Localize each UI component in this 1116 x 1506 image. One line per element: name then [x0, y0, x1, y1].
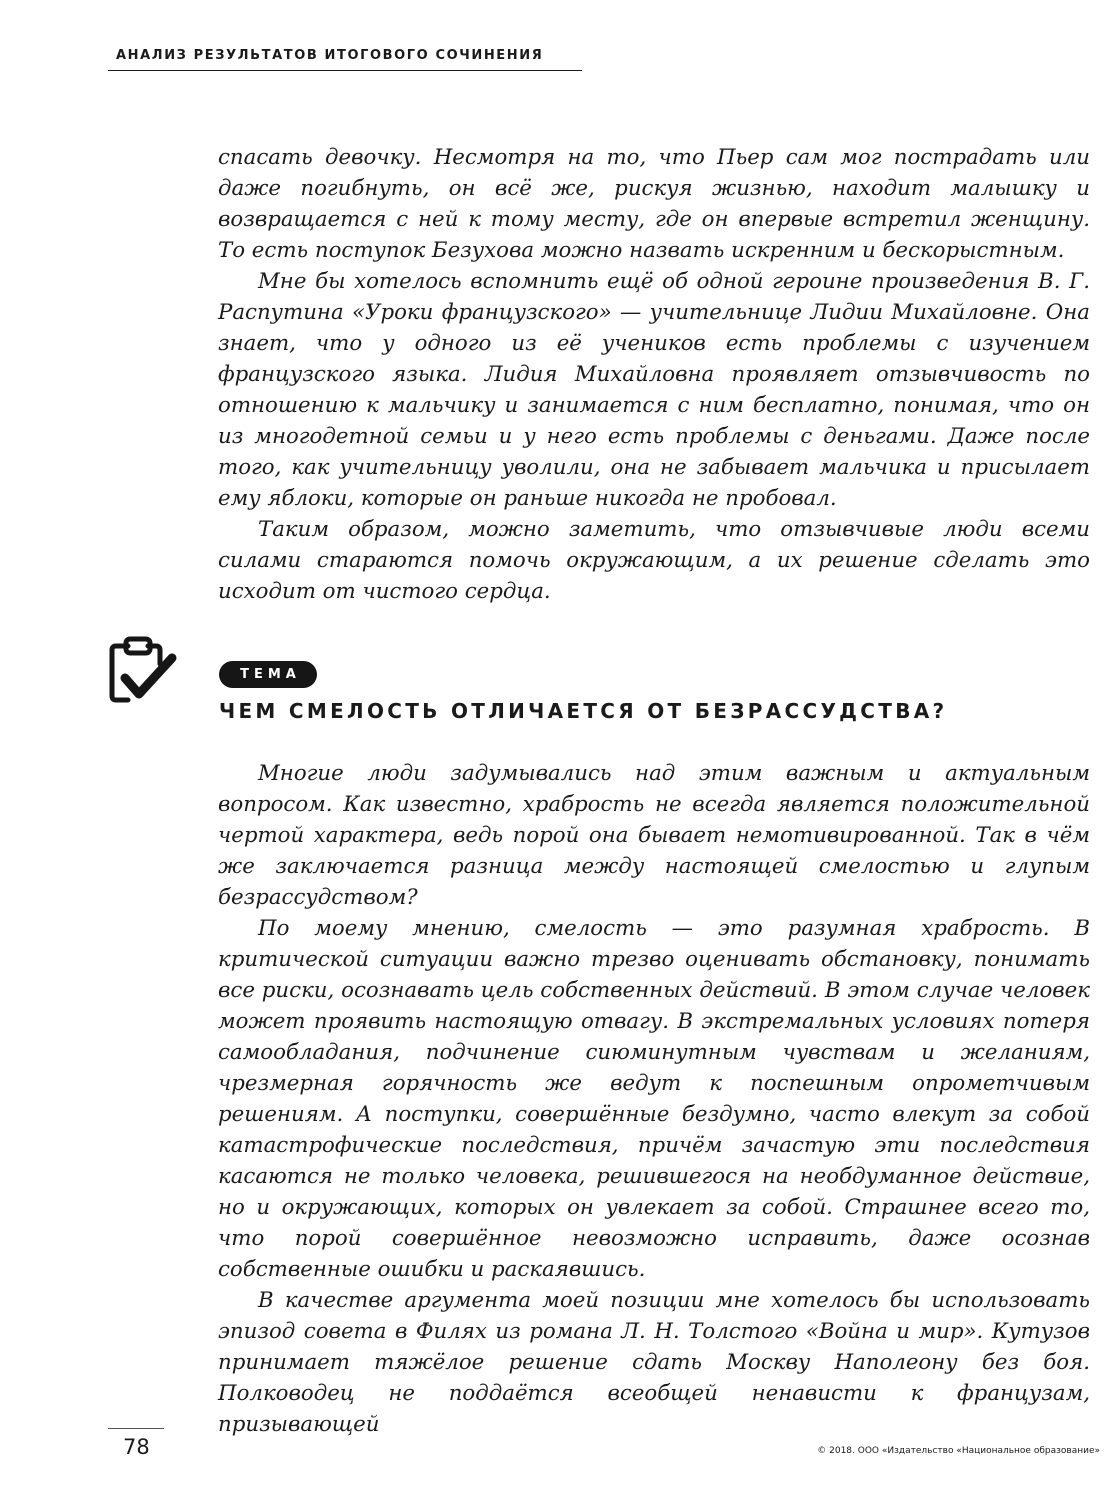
footer-divider [108, 1428, 164, 1429]
topic-badge: ТЕМА [219, 661, 317, 688]
paragraph: Многие люди задумывались над этим важным и актуальным вопросом. Как известно, храбрость не всегда является положительной чертой характера, ведь порой она бывает немотивированной. Так в чём же заключается разница между настоящей смелостью и глупым безрассудством? [218, 761, 1090, 910]
copyright-notice: © 2018. ООО «Издательство «Национальное образование» [817, 1446, 1100, 1456]
header-divider [108, 70, 582, 71]
paragraph: В качестве аргумента моей позиции мне хотелось бы использовать эпизод совета в Филях из романа Л. Н. Толстого «Война и мир». Кутузов принимает тяжёлое решение сдать Москву Наполеону без боя. Полководец не поддаётся всеобщей ненависти к французам, призывающей [218, 1288, 1090, 1437]
paragraph: Таким образом, можно заметить, что отзывчивые люди всеми силами стараются помочь окружающим, а их решение сделать это исходит от чистого сердца. [218, 517, 1090, 604]
section-courage-text [218, 758, 1090, 1440]
paragraph: спасать девочку. Несмотря на то, что Пьер сам мог пострадать или даже погибнуть, он всё же, рискуя жизнью, находит малышку и возвращается с ней к тому месту, где он впервые встретил женщину. То есть поступок Безухова можно назвать искренним и бескорыстным. [218, 145, 1090, 263]
topic-title: ЧЕМ СМЕЛОСТЬ ОТЛИЧАЕТСЯ ОТ БЕЗРАССУДСТВА? [219, 699, 948, 723]
clipboard-check-icon [106, 634, 178, 706]
running-header: АНАЛИЗ РЕЗУЛЬТАТОВ ИТОГОВОГО СОЧИНЕНИЯ [116, 48, 544, 63]
page-number: 78 [123, 1435, 150, 1459]
section-responsiveness-text [218, 142, 1090, 607]
paragraph: По моему мнению, смелость — это разумная храбрость. В критической ситуации важно трезво оценивать обстановку, понимать все риски, осознавать цель собственных действий. В этом случае человек может проявить настоящую отвагу. В экстремальных условиях потеря самообладания, подчинение сиюминутным чувствам и желаниям, чрезмерная горячность же ведут к поспешным опрометчивым решениям. А поступки, совершённые бездумно, часто влекут за собой катастрофические последствия, причём зачастую эти последствия касаются не только человека, решившегося на необдуманное действие, но и окружающих, которых он увлекает за собой. Страшнее всего то, что порой совершённое невозможно исправить, даже осознав собственные ошибки и раскаявшись. [218, 916, 1090, 1282]
paragraph: Мне бы хотелось вспомнить ещё об одной героине произведения В. Г. Распутина «Уроки французского» — учительнице Лидии Михайловне. Она знает, что у одного из её учеников есть проблемы с изучением французского языка. Лидия Михайловна проявляет отзывчивость по отношению к мальчику и занимается с ним бесплатно, понимая, что он из многодетной семьи и у него есть проблемы с деньгами. Даже после того, как учительницу уволили, она не забывает мальчика и присылает ему яблоки, которые он раньше никогда не пробовал. [218, 269, 1090, 511]
